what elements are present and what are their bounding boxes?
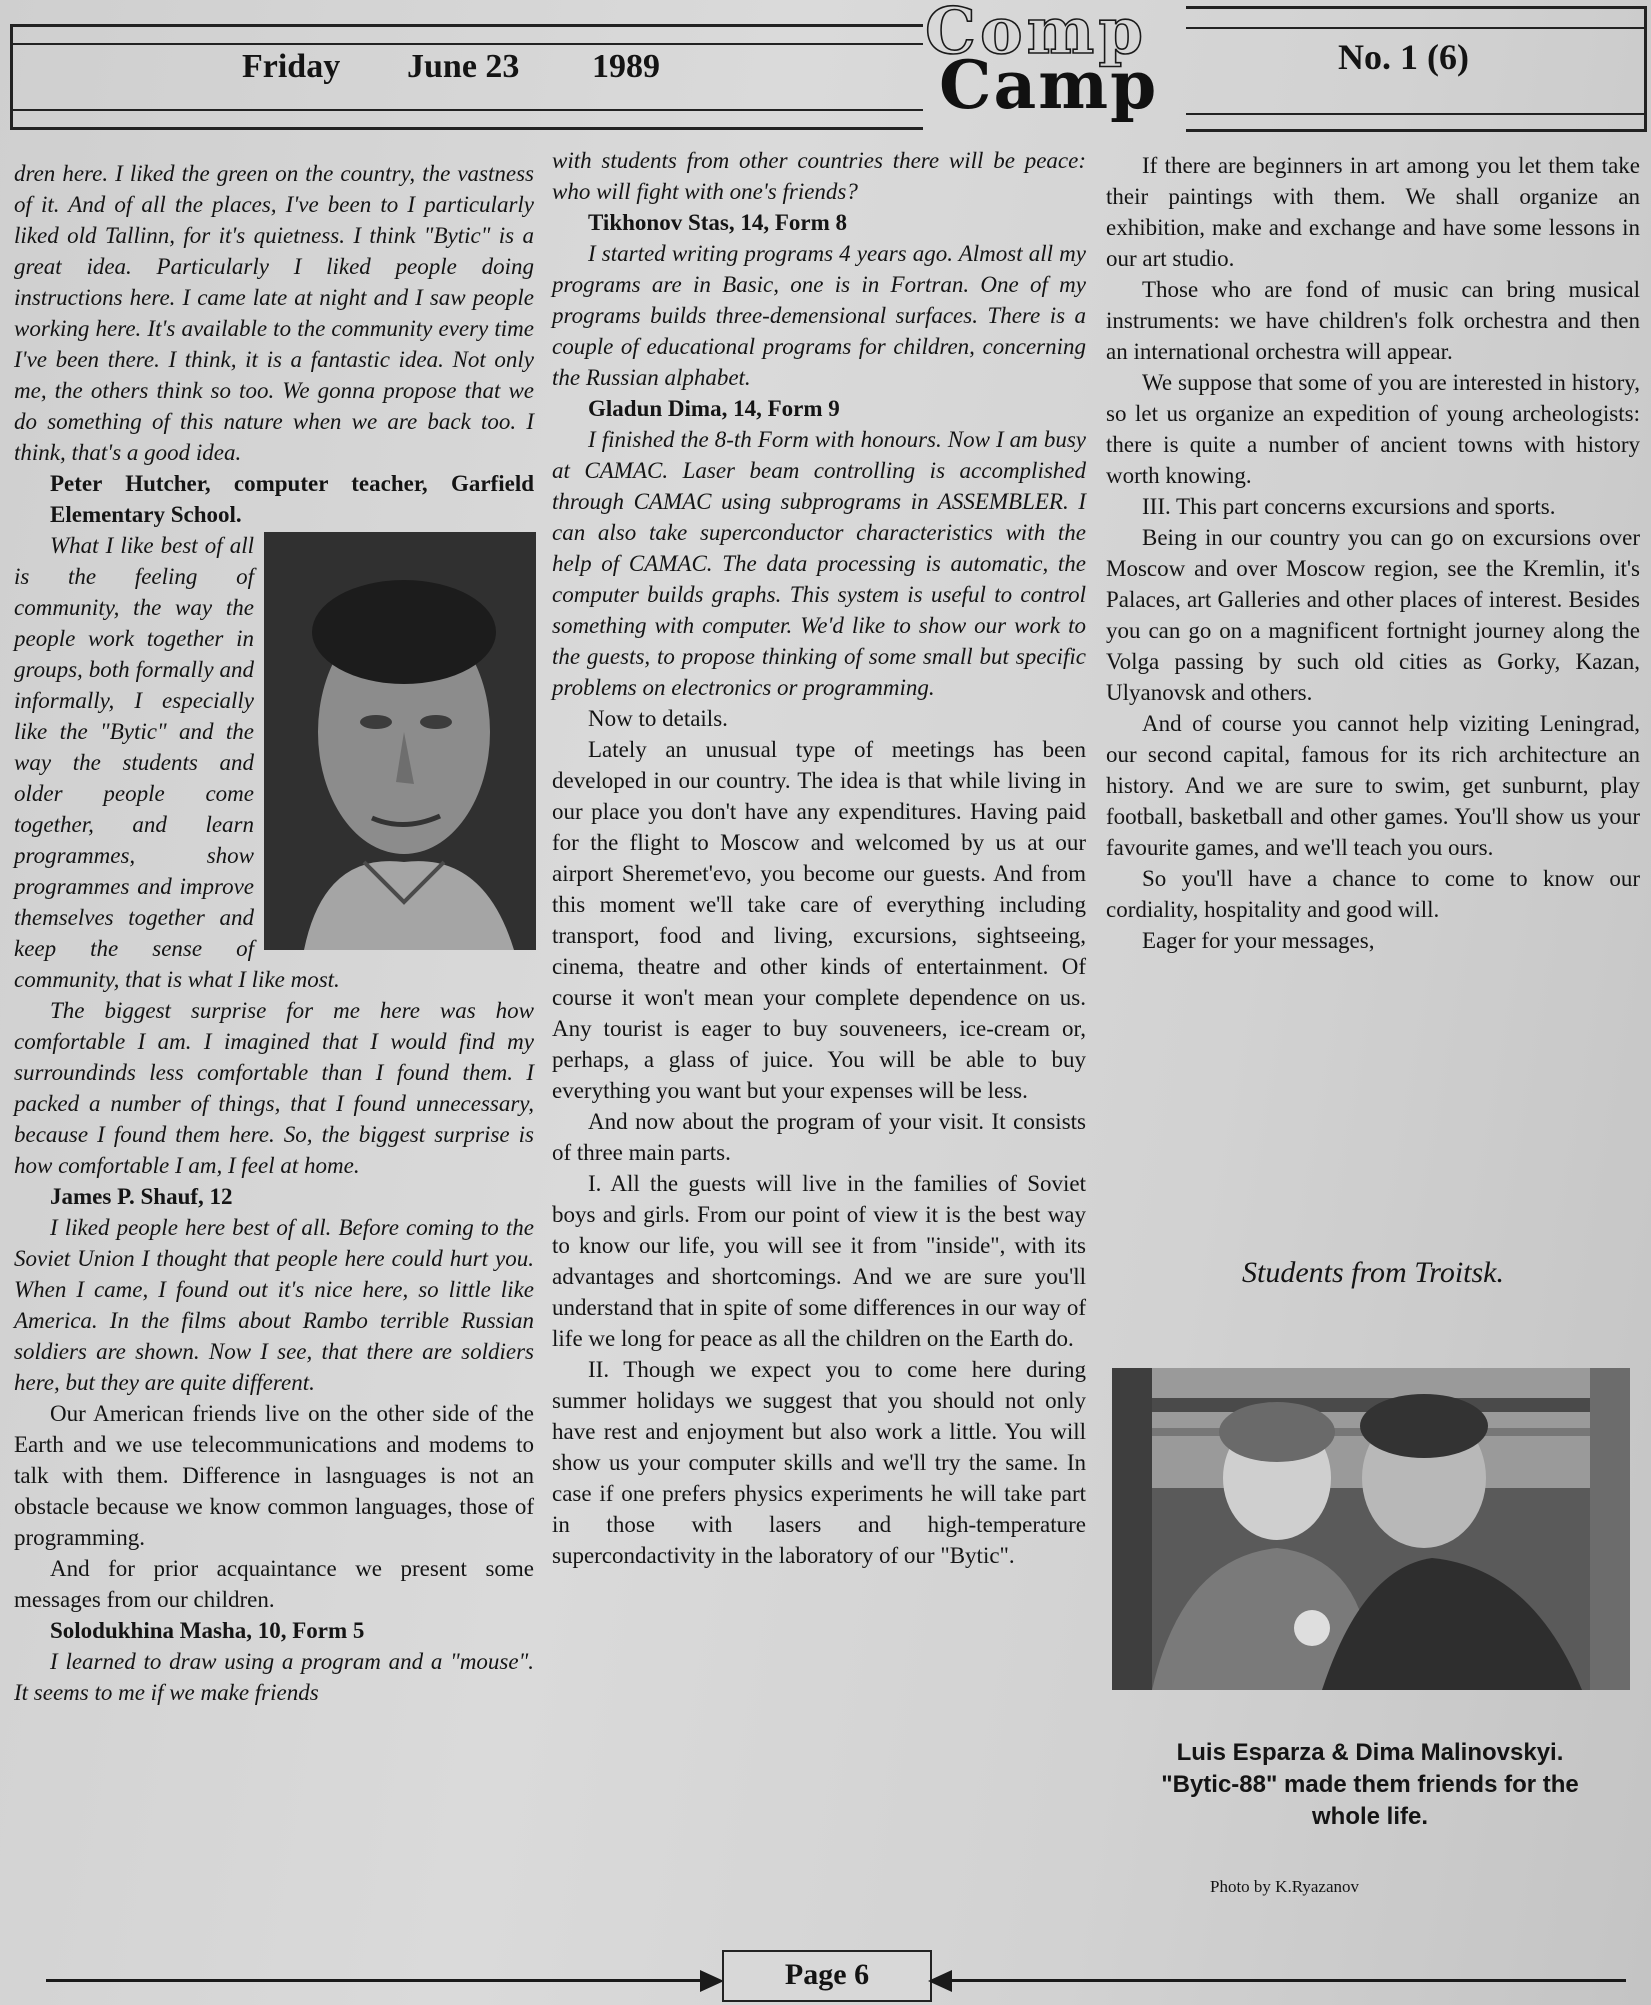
author-signature: Tikhonov Stas, 14, Form 8 <box>588 210 848 235</box>
article-paragraph: Lately an unusual type of meetings has been developed in our country. The idea is that while living in our place you don't have any expenditures. Having paid for the flight to Moscow and welcomed by us at our airport Sheremet'evo, you become our guests. And from this moment we'll take care of everything including transport, food and living, excursions, sightseeing, cinema, theatre and other kinds of entertainment. Of course it won't mean your complete dependence on us. Any tourist is eager to buy souveneers, ice-cream or, perhaps, a glass of juice. You will be able to buy everything you want but your expenses will be less. <box>552 737 1086 1103</box>
compcamp-logo <box>925 0 1187 124</box>
article-paragraph: If there are beginners in art among you let them take their paintings with them. We shall organize an exhibition, make and exchange and have some lessons in our art studio. <box>1106 153 1640 271</box>
photo-caption <box>1090 1737 1650 1833</box>
logo-camp: Camp <box>939 46 1159 124</box>
teacher-portrait-photo <box>264 532 536 950</box>
caption-line: Luis Esparza & Dima Malinovskyi. <box>1176 1739 1564 1766</box>
author-signature: Solodukhina Masha, 10, Form 5 <box>50 1618 365 1643</box>
article-paragraph: Eager for your messages, <box>1142 928 1375 953</box>
author-signature: James P. Shauf, 12 <box>50 1184 233 1209</box>
footer-rule-left <box>46 1979 706 1982</box>
article-paragraph: with students from other countries there will be peace: who will fight with one's friends? <box>552 148 1086 204</box>
article-paragraph: And of course you cannot help viziting Leningrad, our second capital, famous for its rich architecture an history. And we are sure to swim, get sunburnt, play football, basketball and other games. You'll show us your favourite games, and we'll teach you ours. <box>1106 711 1640 860</box>
article-paragraph: Now to details. <box>588 706 728 731</box>
article-paragraph: Our American friends live on the other side of the Earth and we use telecommunications and modems to talk with them. Difference in lasnguages is not an obstacle because we know common languages, those of programming. <box>14 1401 534 1550</box>
signoff: Students from Troitsk. <box>1242 1256 1504 1289</box>
arrow-right-icon <box>700 1970 724 1992</box>
article-paragraph: Being in our country you can go on excursions over Moscow and over Moscow region, see the Kremlin, it's Palaces, art Galleries and other places of interest. Besides you can go on a magnificent fortnight journey along the Volga passing by such old cities as Gorky, Kazan, Ulyanovsk and others. <box>1106 525 1640 705</box>
header-date: June 23 <box>407 48 520 85</box>
article-paragraph: dren here. I liked the green on the country, the vastness of it. And of all the places, I've been to I particularly liked old Tallinn, for it's quietness. I think "Bytic" is a great idea. Particularly I liked people doing instructions here. I came late at night and I saw people working here. It's available to the community every time I've been there. I think, it is a fantastic idea. Not only me, the others think so too. We gonna propose that we do something of this nature when we are back too. I think, that's a good idea. <box>14 161 534 465</box>
issue-number: No. 1 (6) <box>1338 37 1469 77</box>
friends-photo <box>1112 1368 1630 1690</box>
header-day: Friday <box>242 48 341 85</box>
article-paragraph: I liked people here best of all. Before coming to the Soviet Union I thought that people here could hurt you. When I came, I found out it's nice here, so little like America. In the films about Rambo terrible Russian soldiers are shown. Now I see, that there are soldiers here, but they are quite different. <box>14 1215 534 1395</box>
column-1 <box>14 158 534 1708</box>
footer-rule-right <box>946 1979 1626 1982</box>
article-paragraph: We suppose that some of you are interested in history, so let us organize an expedition of young archeologists: there is quite a number of ancient towns with history worth knowing. <box>1106 370 1640 488</box>
article-paragraph: The biggest surprise for me here was how comfortable I am. I imagined that I would find my surroundinds less comfortable than I found them. I packed a number of things, that I found unnecessary, because I found them here. So, the biggest surprise is how comfortable I am, I feel at home. <box>14 998 534 1178</box>
page-number: Page 6 <box>722 1950 932 2002</box>
caption-line: "Bytic-88" made them friends for the <box>1161 1771 1579 1798</box>
logo-comp: Comp <box>925 0 1148 69</box>
header-year: 1989 <box>592 48 660 85</box>
article-paragraph: What I like best of all is the feeling of community, the way the people work together in groups, both formally and informally, I especially like the "Bytic" and the way the students and older people come together, and learn programmes, show programmes and improve themselves together and keep the sense of community, that is what I like most. <box>14 533 340 992</box>
article-paragraph: I learned to draw using a program and a "mouse". It seems to me if we make friends <box>14 1649 534 1705</box>
caption-line: whole life. <box>1311 1803 1428 1830</box>
article-paragraph: And now about the program of your visit. It consists of three main parts. <box>552 1109 1086 1165</box>
author-signature: Gladun Dima, 14, Form 9 <box>588 396 840 421</box>
photo-credit: Photo by K.Ryazanov <box>1210 1877 1359 1896</box>
column-3 <box>1106 150 1640 956</box>
column-2 <box>552 145 1086 1571</box>
article-paragraph: Those who are fond of music can bring musical instruments: we have children's folk orchestra and then an international orchestra will appear. <box>1106 277 1640 364</box>
article-paragraph: I finished the 8-th Form with honours. Now I am busy at CAMAC. Laser beam controlling is accomplished through CAMAC using subprograms in ASSEMBLER. I can also take superconductor characteristics with the help of CAMAC. The data processing is automatic, the computer builds graphs. This system is useful to control something with computer. We'd like to show our work to the guests, to propose thinking of some small but specific problems on electronics or programming. <box>552 427 1086 700</box>
article-paragraph: I. All the guests will live in the families of Soviet boys and girls. From our point of view it is the best way to know our life, you will see it from "inside", with its advantages and shortcomings. And we are sure you'll understand that in spite of some differences in our way of life we long for peace as all the children on the Earth do. <box>552 1171 1086 1351</box>
article-paragraph: And for prior acquaintance we present some messages from our children. <box>14 1556 534 1612</box>
article-paragraph: So you'll have a chance to come to know our cordiality, hospitality and good will. <box>1106 866 1640 922</box>
author-signature: Peter Hutcher, computer teacher, Garfield Elementary School. <box>50 471 534 527</box>
article-paragraph: I started writing programs 4 years ago. Almost all my programs are in Basic, one is in Fortran. One of my programs builds three-demensional surfaces. There is a couple of educational programs for children, concerning the Russian alphabet. <box>552 241 1086 390</box>
article-paragraph: III. This part concerns excursions and sports. <box>1142 494 1556 519</box>
article-paragraph: II. Though we expect you to come here during summer holidays we suggest that you should not only have rest and enjoyment but also work a little. You will show us your computer skills and we'll try the same. In case if one prefers physics experiments he will take part in those with lasers and high-temperature supercondactivity in the laboratory of our "Bytic". <box>552 1357 1086 1568</box>
